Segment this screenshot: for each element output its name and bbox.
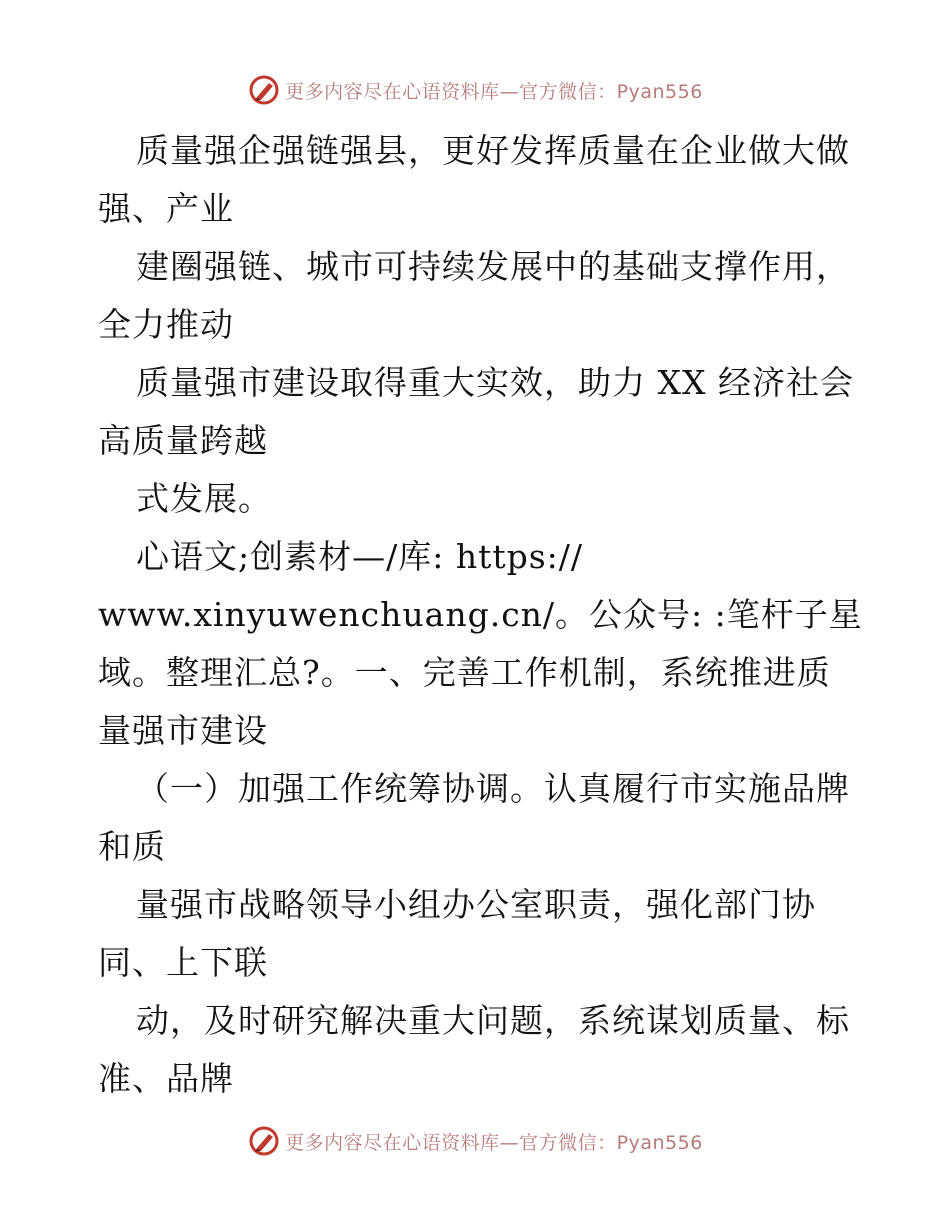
body-line: 高质量跨越 [98,421,268,460]
body-line: 动，及时研究解决重大问题，系统谋划质量、标 [136,1001,850,1040]
body-line: 同、上下联 [98,943,268,982]
footer-banner-text: 更多内容尽在心语资料库—官方微信：Pyan556 [285,1131,703,1154]
body-line: 质量强企强链强县，更好发挥质量在企业做大做 [136,131,850,170]
body-line: 准、品牌 [98,1059,234,1098]
body-line: （一）加强工作统筹协调。认真履行市实施品牌 [136,769,850,808]
footer-banner [0,1121,950,1161]
body-line: 全力推动 [98,305,234,344]
header-banner [0,70,950,110]
document-body [98,122,863,1108]
body-line: www.xinyuwenchuang.cn/。公众号: :笔杆子星 [98,595,863,634]
body-line: 式发展。 [136,479,272,518]
body-line: 强、产业 [98,189,234,228]
header-banner-text: 更多内容尽在心语资料库—官方微信：Pyan556 [285,80,703,103]
body-line: 心语文;创素材—/库: https:// [136,537,584,576]
pen-logo-icon [247,73,281,107]
body-line: 域。整理汇总?。一、完善工作机制，系统推进质 [98,653,831,692]
body-line: 量强市建设 [98,711,268,750]
body-line: 建圈强链、城市可持续发展中的基础支撑作用， [136,247,850,286]
body-line: 和质 [98,827,166,866]
pen-logo-icon [247,1124,281,1158]
body-line: 量强市战略领导小组办公室职责，强化部门协 [136,885,816,924]
body-line: 质量强市建设取得重大实效，助力 XX 经济社会 [136,363,854,402]
